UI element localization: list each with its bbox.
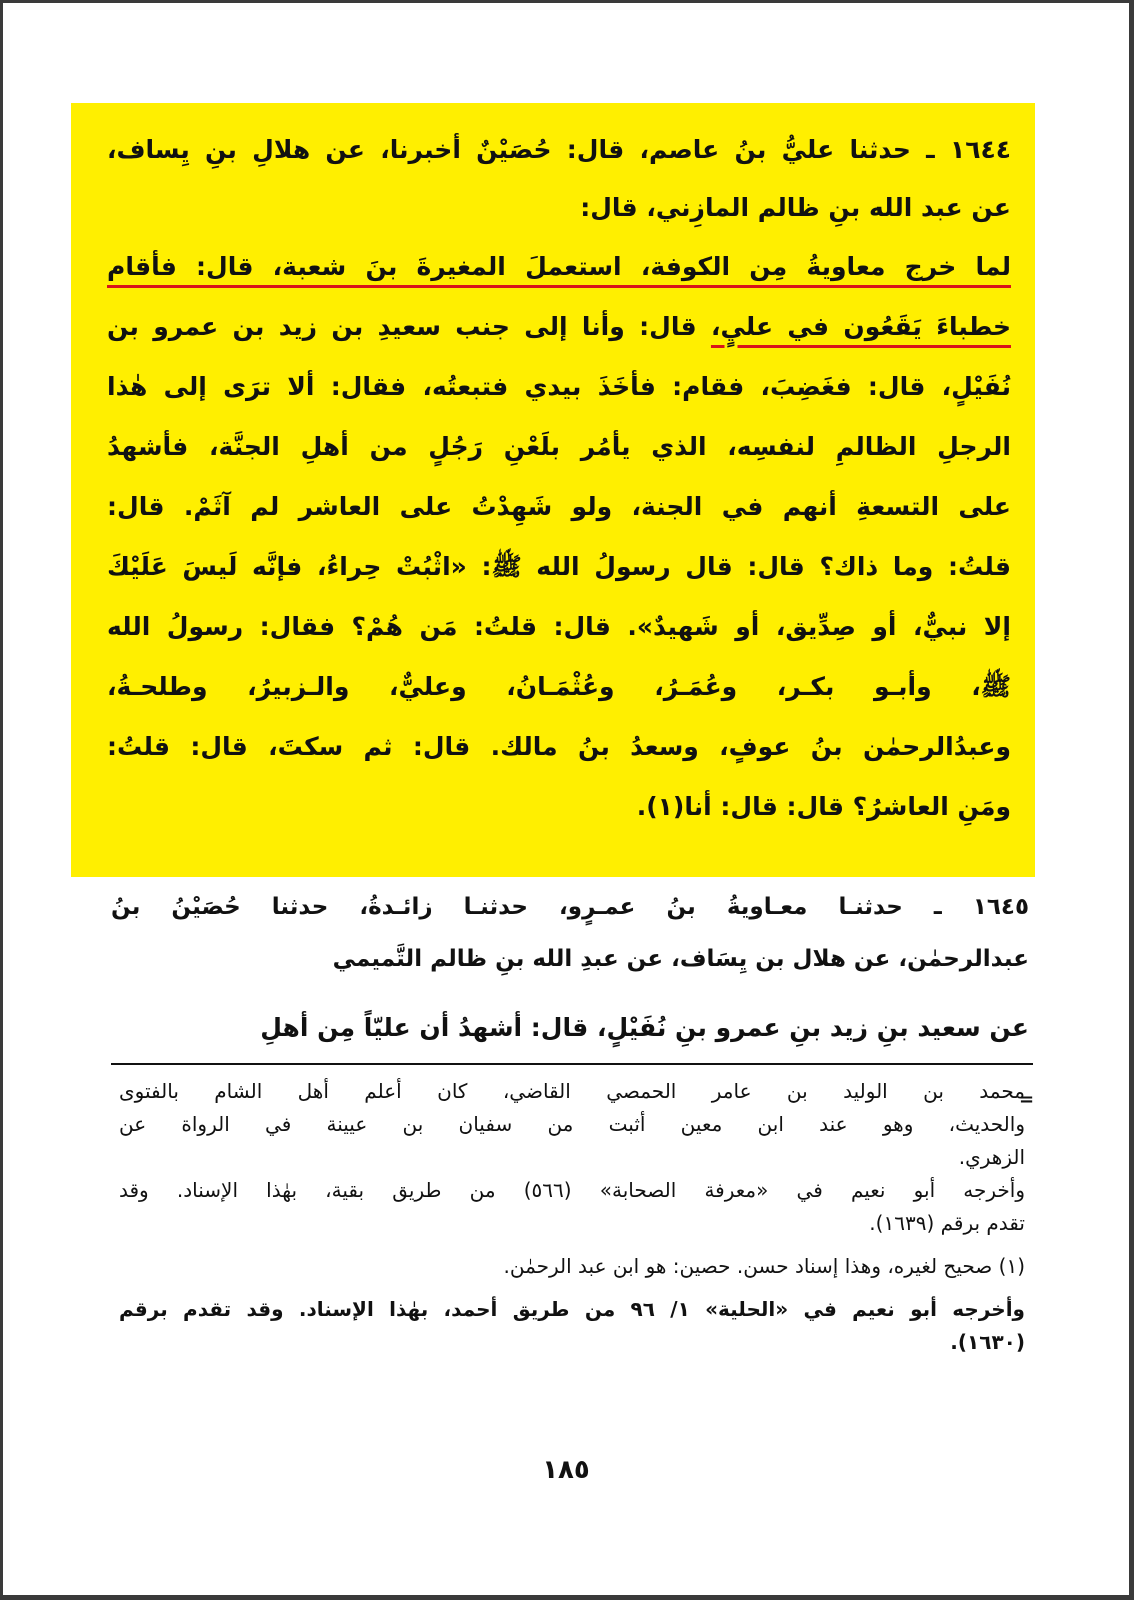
- footnote-line: والحديث، وهو عند ابن معين أثبت من سفيان بن عيينة في الرواة عن: [119, 1112, 1025, 1136]
- hadith-1644-line-7: على التسعةِ أنهم في الجنة، ولو شَهِدْتُ على العاشر لم آثَمْ. قال:: [107, 492, 1011, 521]
- hadith-1644-line-2: عن عبد الله بنِ ظالم المازِني، قال:: [580, 193, 1011, 222]
- hadith-1644-line-3: [107, 237, 1011, 297]
- footnote-line: (١٦٣٠).: [950, 1330, 1025, 1354]
- red-underlined-phrase: خطباءَ يَقَعُون في عليٍ،: [710, 312, 1011, 341]
- footnote-line: وأخرجه أبو نعيم في «الحلية» ١/ ٩٦ من طريق أحمد، بهٰذا الإسناد. وقد تقدم برقم: [119, 1297, 1025, 1321]
- page-number: ١٨٥: [542, 1455, 590, 1485]
- footnote-line: محمد بن الوليد بن عامر الحمصي القاضي، كان أعلم أهل الشام بالفتوى: [119, 1079, 1025, 1103]
- hadith-1644-line-8: قلتُ: وما ذاك؟ قال: قال رسولُ الله ﷺ: «اثْبُتْ حِراءُ، فإنَّه لَيسَ عَلَيْكَ: [107, 552, 1011, 581]
- footnote-line: تقدم برقم (١٦٣٩).: [869, 1211, 1025, 1235]
- hadith-1645-line-2: عبدالرحمٰن، عن هلال بن يِسَاف، عن عبدِ الله بنِ ظالم التَّميمي: [332, 946, 1029, 972]
- footnote-separator-rule: [111, 1063, 1033, 1065]
- hadith-1644-line-6: الرجلِ الظالمِ لنفسِه، الذي يأمُر بلَعْنِ رَجُلٍ من أهلِ الجنَّة، فأشهدُ: [107, 432, 1011, 461]
- highlighted-hadith-1644: [71, 103, 1035, 877]
- hadith-1644-line-4-rest: قال: وأنا إلى جنب سعيدِ بن زيد بن عمرو بن: [107, 312, 697, 341]
- footnote-continuation-mark: =: [1019, 1089, 1035, 1110]
- hadith-1644-line-4: [107, 297, 1011, 357]
- hadith-1644-line-11: وعبدُالرحمٰن بنُ عوفٍ، وسعدُ بنُ مالك. قال: ثم سكتَ، قال: قلتُ:: [107, 732, 1011, 761]
- footnotes: [119, 1075, 1025, 1359]
- hadith-1644-line-1: ١٦٤٤ ـ حدثنا عليُّ بنُ عاصم، قال: حُصَيْنٌ أخبرنا، عن هلالِ بنِ يِساف،: [107, 135, 1011, 164]
- hadith-1645-line-1: ١٦٤٥ ـ حدثنـا معـاويةُ بنُ عمـرٍو، حدثنـا زائـدةُ، حدثنا حُصَيْنُ بنُ: [111, 894, 1029, 920]
- hadith-1645-line-3: عن سعيد بنِ زيد بنِ عمرو بنِ نُفَيْلٍ، قال: أشهدُ أن عليّاً مِن أهلِ: [260, 1013, 1029, 1042]
- hadith-1644-line-9: إلا نبيٌّ، أو صِدِّيق، أو شَهيدٌ». قال: قلتُ: مَن هُمْ؟ فقال: رسولُ الله: [107, 612, 1011, 641]
- footnote-line: الزهري.: [958, 1145, 1025, 1169]
- footnote-1: (١) صحيح لغيره، وهذا إسناد حسن. حصين: هو ابن عبد الرحمٰن.: [503, 1254, 1025, 1278]
- hadith-1644-line-12: ومَنِ العاشرُ؟ قال: قال: أنا(١).: [636, 792, 1011, 821]
- hadith-1644-line-5: نُفَيْلٍ، قال: فغَضِبَ، فقام: فأخَذَ بيدي فتبعتُه، فقال: ألا ترَى إلى هٰذا: [107, 372, 1011, 401]
- book-page: [3, 3, 1129, 1595]
- hadith-1645: [111, 881, 1029, 1061]
- red-underlined-phrase: لما خرج معاويةُ مِن الكوفة، استعملَ المغيرةَ بنَ شعبة، قال: فأقام: [107, 252, 1011, 281]
- footnote-line: وأخرجه أبو نعيم في «معرفة الصحابة» (٥٦٦) من طريق بقية، بهٰذا الإسناد. وقد: [119, 1178, 1025, 1202]
- hadith-1644-line-10: ﷺ، وأبـو بكـر، وعُمَـرُ، وعُثْمَـانُ، وعليٌّ، والـزبيرُ، وطلحـةُ،: [107, 672, 1011, 701]
